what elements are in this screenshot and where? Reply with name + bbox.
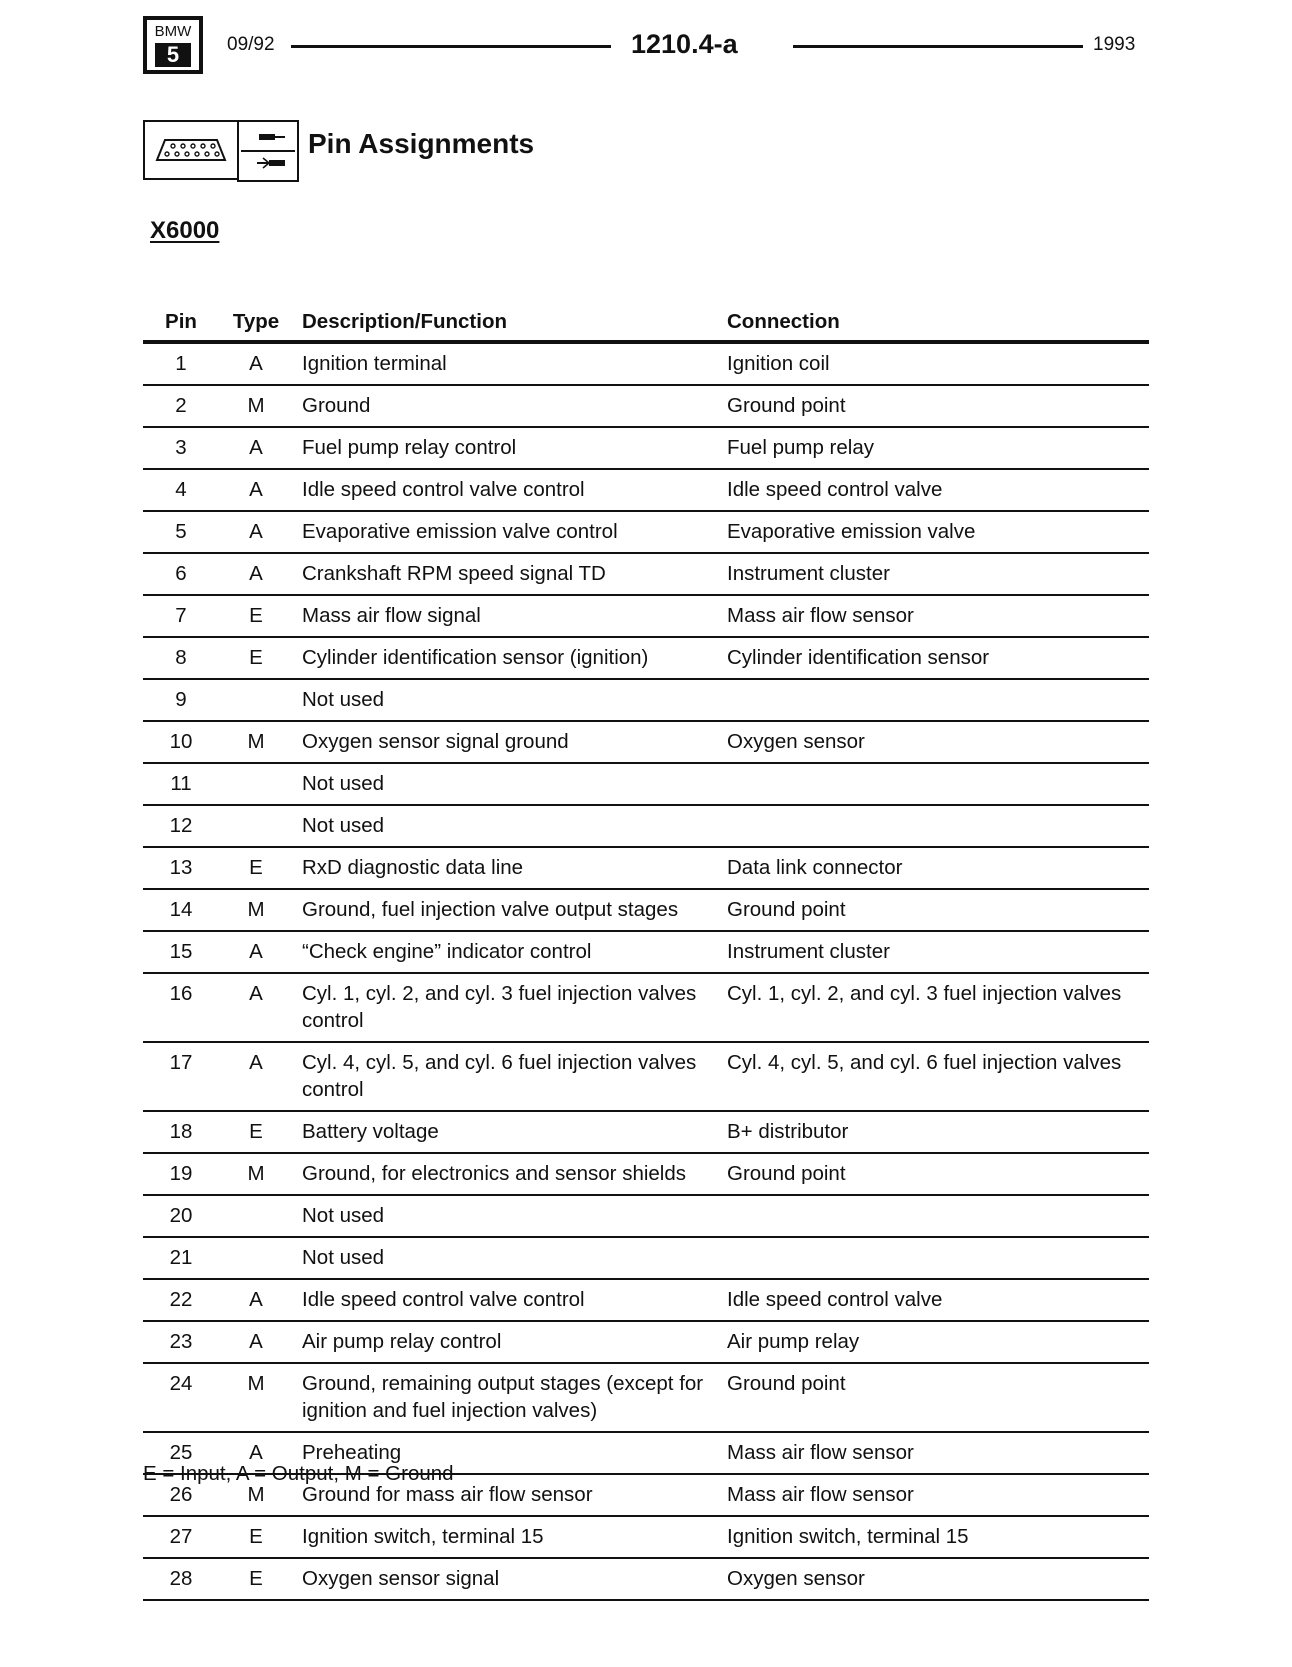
connection-cell: Ignition switch, terminal 15 — [721, 1516, 1149, 1558]
description-cell: Oxygen sensor signal — [293, 1558, 721, 1600]
connection-cell — [721, 763, 1149, 805]
description-cell: Not used — [293, 1195, 721, 1237]
pin-cell: 21 — [143, 1237, 219, 1279]
header-date: 09/92 — [227, 34, 275, 55]
table-row — [143, 805, 1149, 847]
description-cell: Crankshaft RPM speed signal TD — [293, 553, 721, 595]
header-rule-right — [793, 45, 1083, 48]
pin-cell: 22 — [143, 1279, 219, 1321]
description-cell: Preheating — [293, 1432, 721, 1474]
header-rule-left — [291, 45, 611, 48]
table-row — [143, 931, 1149, 973]
pin-cell: 4 — [143, 469, 219, 511]
type-cell: A — [219, 973, 293, 1042]
connection-cell — [721, 1195, 1149, 1237]
table-row — [143, 469, 1149, 511]
table-row — [143, 637, 1149, 679]
type-cell: M — [219, 1153, 293, 1195]
type-cell: M — [219, 721, 293, 763]
header-year: 1993 — [1093, 34, 1136, 55]
description-cell: Mass air flow signal — [293, 595, 721, 637]
pin-cell: 5 — [143, 511, 219, 553]
pin-cell: 18 — [143, 1111, 219, 1153]
connection-cell: Cyl. 1, cyl. 2, and cyl. 3 fuel injection valves — [721, 973, 1149, 1042]
badge-brand: BMW — [154, 23, 192, 40]
type-cell: A — [219, 1432, 293, 1474]
type-cell: M — [219, 1363, 293, 1432]
pin-assignment-table — [143, 306, 1149, 1601]
description-cell: Cyl. 4, cyl. 5, and cyl. 6 fuel injection valves control — [293, 1042, 721, 1111]
description-cell: Ground, remaining output stages (except for ignition and fuel injection valves) — [293, 1363, 721, 1432]
pin-cell: 11 — [143, 763, 219, 805]
description-cell: Ground, for electronics and sensor shields — [293, 1153, 721, 1195]
type-cell: E — [219, 1558, 293, 1600]
type-cell — [219, 763, 293, 805]
pin-cell: 20 — [143, 1195, 219, 1237]
table-row — [143, 427, 1149, 469]
connection-cell: Oxygen sensor — [721, 721, 1149, 763]
description-cell: Oxygen sensor signal ground — [293, 721, 721, 763]
description-cell: Ground — [293, 385, 721, 427]
pin-cell: 14 — [143, 889, 219, 931]
pin-assignment-icon — [237, 120, 299, 182]
type-cell — [219, 1195, 293, 1237]
pin-cell: 16 — [143, 973, 219, 1042]
table-row — [143, 1042, 1149, 1111]
connection-cell: Cylinder identification sensor — [721, 637, 1149, 679]
connection-cell: Ground point — [721, 385, 1149, 427]
table-row — [143, 1363, 1149, 1432]
connection-cell — [721, 679, 1149, 721]
connection-cell: Idle speed control valve — [721, 469, 1149, 511]
table-row — [143, 1558, 1149, 1600]
description-cell: Ground, fuel injection valve output stages — [293, 889, 721, 931]
type-cell: A — [219, 469, 293, 511]
description-cell: RxD diagnostic data line — [293, 847, 721, 889]
type-cell: A — [219, 511, 293, 553]
badge-series: 5 — [155, 43, 191, 67]
pin-cell: 8 — [143, 637, 219, 679]
type-cell — [219, 805, 293, 847]
type-cell: A — [219, 553, 293, 595]
table-row — [143, 342, 1149, 385]
connection-cell: Mass air flow sensor — [721, 1474, 1149, 1516]
column-header-type: Type — [219, 306, 293, 342]
pin-cell: 12 — [143, 805, 219, 847]
type-cell: M — [219, 385, 293, 427]
connection-cell: Ignition coil — [721, 342, 1149, 385]
pin-cell: 7 — [143, 595, 219, 637]
connection-cell: Oxygen sensor — [721, 1558, 1149, 1600]
description-cell: Cyl. 1, cyl. 2, and cyl. 3 fuel injection valves control — [293, 973, 721, 1042]
connection-cell: Data link connector — [721, 847, 1149, 889]
table-row — [143, 511, 1149, 553]
table-row — [143, 1279, 1149, 1321]
connector-icon — [143, 120, 239, 180]
description-cell: Idle speed control valve control — [293, 1279, 721, 1321]
connection-cell: Mass air flow sensor — [721, 595, 1149, 637]
connection-cell: Ground point — [721, 1363, 1149, 1432]
pin-cell: 2 — [143, 385, 219, 427]
document-code: 1210.4-a — [631, 29, 738, 59]
pin-cell: 15 — [143, 931, 219, 973]
table-row — [143, 595, 1149, 637]
bmw-series-badge — [143, 16, 203, 74]
table-row — [143, 385, 1149, 427]
connector-id: X6000 — [150, 217, 220, 244]
description-cell: “Check engine” indicator control — [293, 931, 721, 973]
type-cell: A — [219, 1042, 293, 1111]
pin-cell: 9 — [143, 679, 219, 721]
page-title: Pin Assignments — [308, 128, 535, 159]
connection-cell: Instrument cluster — [721, 931, 1149, 973]
pin-cell: 28 — [143, 1558, 219, 1600]
description-cell: Idle speed control valve control — [293, 469, 721, 511]
type-cell: E — [219, 847, 293, 889]
connection-cell — [721, 805, 1149, 847]
type-cell: M — [219, 889, 293, 931]
description-cell: Not used — [293, 805, 721, 847]
type-cell: A — [219, 1279, 293, 1321]
pin-cell: 10 — [143, 721, 219, 763]
description-cell: Battery voltage — [293, 1111, 721, 1153]
connection-cell: Idle speed control valve — [721, 1279, 1149, 1321]
description-cell: Ignition switch, terminal 15 — [293, 1516, 721, 1558]
connection-cell — [721, 1237, 1149, 1279]
table-row — [143, 1237, 1149, 1279]
pin-cell: 23 — [143, 1321, 219, 1363]
description-cell: Air pump relay control — [293, 1321, 721, 1363]
type-cell — [219, 679, 293, 721]
type-cell: M — [219, 1474, 293, 1516]
table-row — [143, 1111, 1149, 1153]
type-cell: E — [219, 595, 293, 637]
description-cell: Not used — [293, 679, 721, 721]
table-row — [143, 553, 1149, 595]
description-cell: Not used — [293, 763, 721, 805]
connection-cell: Cyl. 4, cyl. 5, and cyl. 6 fuel injection valves — [721, 1042, 1149, 1111]
connection-cell: Mass air flow sensor — [721, 1432, 1149, 1474]
table-row — [143, 1153, 1149, 1195]
type-cell: A — [219, 342, 293, 385]
type-cell: A — [219, 931, 293, 973]
type-cell: E — [219, 1111, 293, 1153]
description-cell: Not used — [293, 1237, 721, 1279]
type-cell: A — [219, 427, 293, 469]
type-legend: E = Input, A = Output, M = Ground — [143, 1462, 454, 1485]
type-cell — [219, 1237, 293, 1279]
table-row — [143, 721, 1149, 763]
pin-cell: 6 — [143, 553, 219, 595]
connection-cell: Ground point — [721, 889, 1149, 931]
description-cell: Cylinder identification sensor (ignition) — [293, 637, 721, 679]
connection-cell: Fuel pump relay — [721, 427, 1149, 469]
pin-cell: 25 — [143, 1432, 219, 1474]
pin-cell: 17 — [143, 1042, 219, 1111]
connection-cell: Air pump relay — [721, 1321, 1149, 1363]
description-cell: Fuel pump relay control — [293, 427, 721, 469]
type-cell: E — [219, 637, 293, 679]
table-row — [143, 763, 1149, 805]
type-cell: A — [219, 1321, 293, 1363]
connection-cell: B+ distributor — [721, 1111, 1149, 1153]
table-row — [143, 1195, 1149, 1237]
table-row — [143, 679, 1149, 721]
pin-cell: 26 — [143, 1474, 219, 1516]
connection-cell: Evaporative emission valve — [721, 511, 1149, 553]
column-header-pin: Pin — [143, 306, 219, 342]
table-row — [143, 889, 1149, 931]
page-header — [143, 16, 1143, 80]
pin-cell: 1 — [143, 342, 219, 385]
description-cell: Ground for mass air flow sensor — [293, 1474, 721, 1516]
description-cell: Evaporative emission valve control — [293, 511, 721, 553]
pin-cell: 24 — [143, 1363, 219, 1432]
pin-cell: 3 — [143, 427, 219, 469]
pin-cell: 27 — [143, 1516, 219, 1558]
column-header-connection: Connection — [721, 306, 1149, 342]
connection-cell: Instrument cluster — [721, 553, 1149, 595]
description-cell: Ignition terminal — [293, 342, 721, 385]
table-row — [143, 1516, 1149, 1558]
connection-cell: Ground point — [721, 1153, 1149, 1195]
table-row — [143, 973, 1149, 1042]
table-row — [143, 1321, 1149, 1363]
column-header-description: Description/Function — [293, 306, 721, 342]
table-row — [143, 847, 1149, 889]
pin-cell: 19 — [143, 1153, 219, 1195]
pin-cell: 13 — [143, 847, 219, 889]
type-cell: E — [219, 1516, 293, 1558]
table-header-row — [143, 306, 1149, 342]
